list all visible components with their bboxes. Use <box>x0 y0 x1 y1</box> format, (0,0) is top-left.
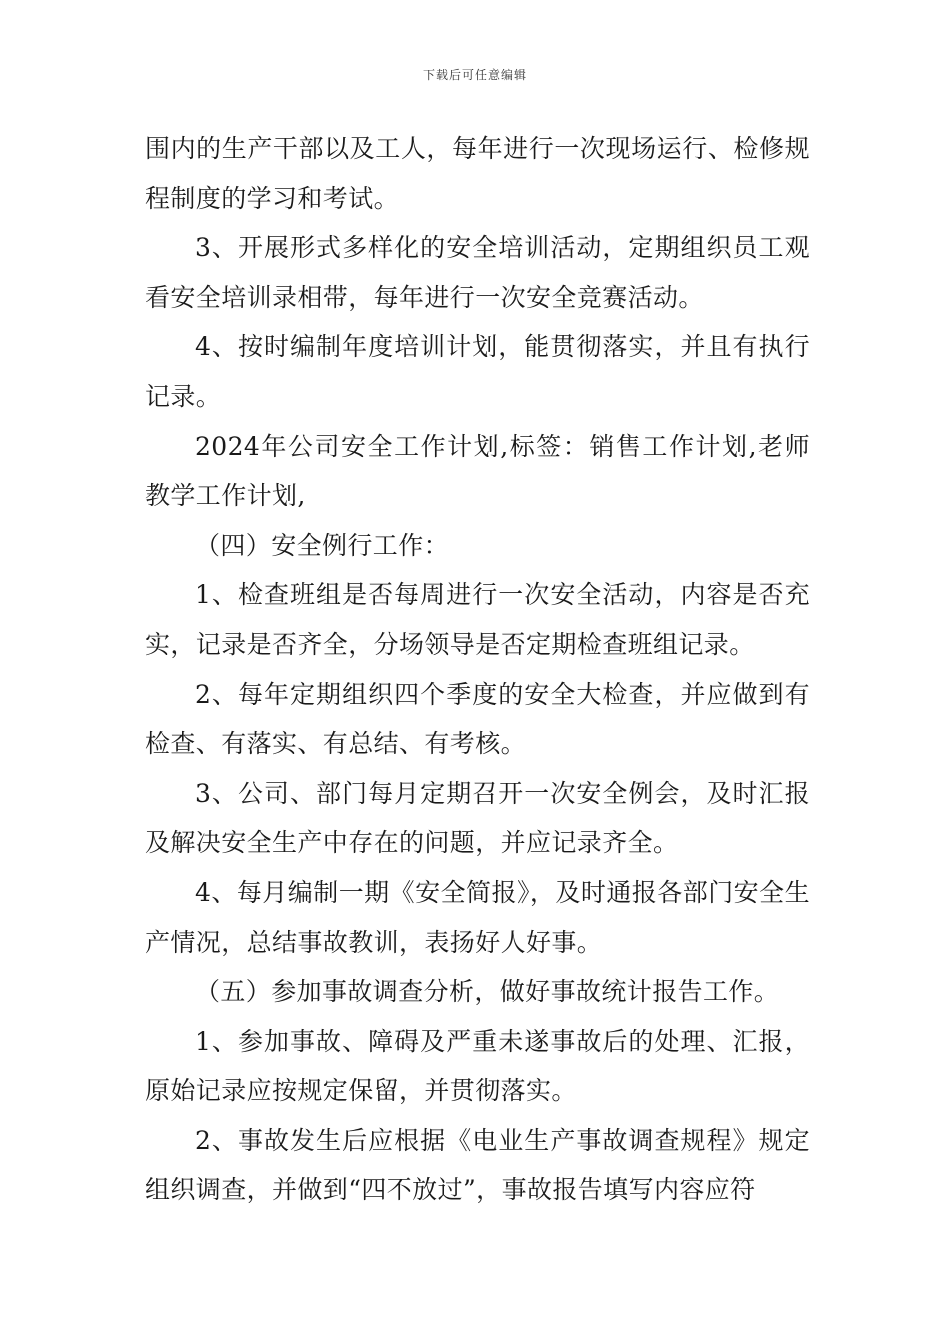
paragraph: 围内的生产干部以及工人，每年进行一次现场运行、检修规程制度的学习和考试。 <box>145 134 810 213</box>
paragraph: 2、每年定期组织四个季度的安全大检查，并应做到有检查、有落实、有总结、有考核。 <box>145 679 810 759</box>
paragraph: 4、按时编制年度培训计划，能贯彻落实，并且有执行记录。 <box>145 332 810 411</box>
paragraph: 4、每月编制一期《安全简报》，及时通报各部门安全生产情况，总结事故教训，表扬好人好事。 <box>145 877 810 957</box>
section-heading: （五）参加事故调查分析，做好事故统计报告工作。 <box>195 977 780 1007</box>
paragraph: 2、事故发生后应根据《电业生产事故调查规程》规定组织调查，并做到“四不放过”，事故报告填写内容应符 <box>145 1125 810 1205</box>
document-body <box>145 124 810 1215</box>
page-header: 下载后可任意编辑 <box>422 68 527 82</box>
paragraph: 1、参加事故、障碍及严重未遂事故后的处理、汇报，原始记录应按规定保留，并贯彻落实。 <box>145 1026 810 1106</box>
paragraph: 2024年公司安全工作计划,标签：销售工作计划,老师教学工作计划, <box>145 431 810 511</box>
section-heading: （四）安全例行工作： <box>195 530 450 560</box>
paragraph: 3、公司、部门每月定期召开一次安全例会，及时汇报及解决安全生产中存在的问题，并应记录齐全。 <box>145 778 810 858</box>
paragraph: 3、开展形式多样化的安全培训活动，定期组织员工观看安全培训录相带，每年进行一次安全竞赛活动。 <box>145 233 810 312</box>
paragraph: 1、检查班组是否每周进行一次安全活动，内容是否充实，记录是否齐全，分场领导是否定期检查班组记录。 <box>145 580 810 659</box>
